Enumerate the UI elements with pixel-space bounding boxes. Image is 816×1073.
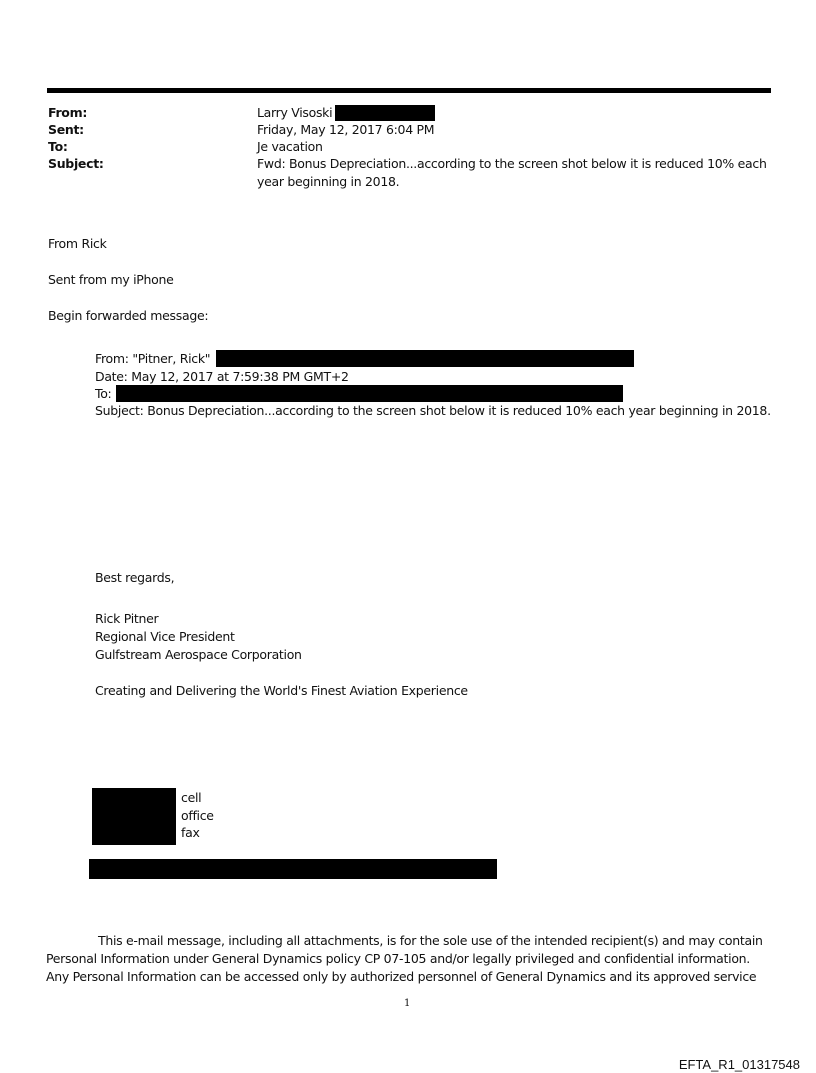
sent-value: Friday, May 12, 2017 6:04 PM [257,122,435,137]
redaction [335,105,435,121]
body-line: Sent from my iPhone [48,272,174,287]
disclaimer-line: Personal Information under General Dynamics policy CP 07-105 and/or legally privileged and confidential information. [46,951,750,966]
from-value: Larry Visoski [257,105,333,120]
redaction [89,859,497,879]
to-value: Je vacation [257,139,323,154]
subject-value-line1: Fwd: Bonus Depreciation...according to the screen shot below it is reduced 10% each [257,156,767,171]
body-line: Begin forwarded message: [48,308,209,323]
phone-label-cell: cell [181,790,202,805]
redaction [116,385,623,402]
fwd-subject: Subject: Bonus Depreciation...according to the screen shot below it is reduced 10% each year beginning in 2018. [95,403,771,418]
fwd-from: From: "Pitner, Rick" [95,351,211,366]
sig-greeting: Best regards, [95,570,175,585]
header-rule [47,88,771,93]
page-number: 1 [404,998,411,1009]
fwd-date: Date: May 12, 2017 at 7:59:38 PM GMT+2 [95,369,349,384]
body-line: From Rick [48,236,107,251]
document-id: EFTA_R1_01317548 [678,1057,800,1072]
redaction [92,788,176,845]
to-label: To: [48,139,68,154]
sig-tagline: Creating and Delivering the World's Finest Aviation Experience [95,683,468,698]
phone-label-fax: fax [181,825,200,840]
from-label: From: [48,105,88,120]
subject-value-line2: year beginning in 2018. [257,174,400,189]
sig-title: Regional Vice President [95,629,235,644]
disclaimer-line: Any Personal Information can be accessed only by authorized personnel of General Dynamics and its approved service [46,969,757,984]
sig-company: Gulfstream Aerospace Corporation [95,647,302,662]
sent-label: Sent: [48,122,84,137]
fwd-to: To: [95,386,112,401]
subject-label: Subject: [48,156,104,171]
redaction [216,350,634,367]
sig-name: Rick Pitner [95,611,159,626]
phone-label-office: office [181,808,214,823]
disclaimer-line: This e-mail message, including all attachments, is for the sole use of the intended recipient(s) and may contain [98,933,763,948]
